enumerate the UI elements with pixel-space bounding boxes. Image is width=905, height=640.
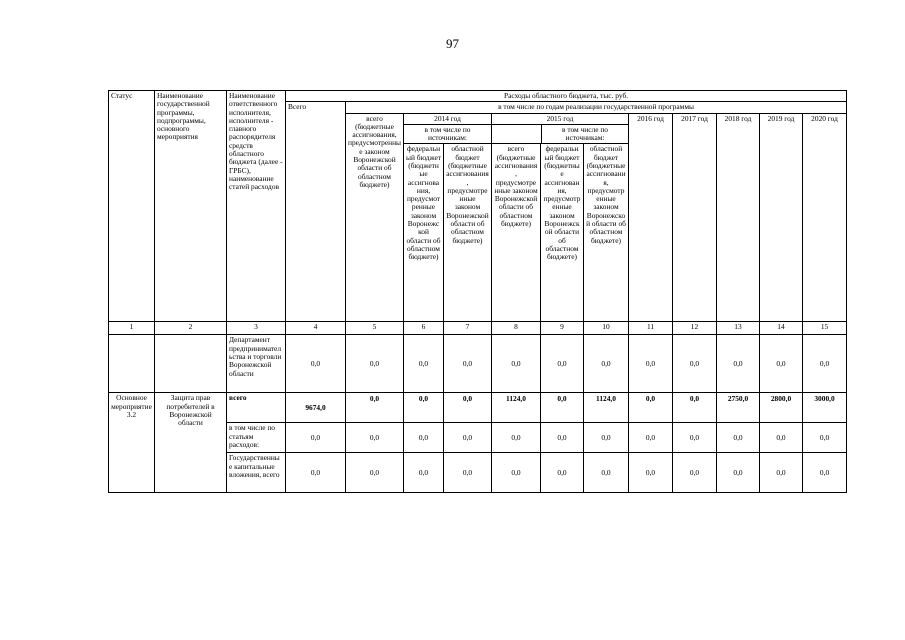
header-status: Статус bbox=[109, 91, 155, 322]
header-regional-2014: областной бюджет (бюджетные ассигнования, предусмотренные законом Воронежской области об областном бюджете) bbox=[444, 144, 492, 322]
value-cell: 0,0 bbox=[673, 423, 717, 453]
row-executor: Департамент предпринимательства и торговли Воронежской области bbox=[227, 335, 286, 393]
column-number: 5 bbox=[346, 322, 404, 335]
header-federal-2015: федеральный бюджет (бюджетные ассигнования, предусмотренные законом Воронежской области об областном бюджете) bbox=[541, 144, 584, 322]
row-status: Основное мероприятие 3.2 bbox=[109, 393, 155, 493]
header-executor: Наименование ответственного исполнителя, исполнителя - главного распорядителя средств областного бюджета (далее - ГРБС), наименование статей расходов bbox=[227, 91, 286, 322]
value-cell: 0,0 bbox=[803, 453, 847, 493]
column-number: 12 bbox=[673, 322, 717, 335]
value-cell: 0,0 bbox=[404, 453, 444, 493]
header-year-2016: 2016 год bbox=[629, 113, 673, 322]
value-cell: 1124,0 bbox=[584, 393, 629, 423]
column-number: 1 bbox=[109, 322, 155, 335]
value-cell: 0,0 bbox=[717, 423, 760, 453]
header-by-years: в том числе по годам реализации государственной программы bbox=[346, 102, 847, 113]
value-cell: 0,0 bbox=[346, 453, 404, 493]
column-number: 11 bbox=[629, 322, 673, 335]
value-cell: 0,0 bbox=[629, 335, 673, 393]
column-number: 6 bbox=[404, 322, 444, 335]
value-cell: 0,0 bbox=[673, 393, 717, 423]
value-cell: 0,0 bbox=[629, 453, 673, 493]
empty-cell bbox=[155, 335, 227, 393]
value-cell: 0,0 bbox=[346, 423, 404, 453]
value-cell: 0,0 bbox=[803, 423, 847, 453]
value-cell: 2800,0 bbox=[760, 393, 803, 423]
value-cell: 0,0 bbox=[444, 335, 492, 393]
table-row bbox=[109, 393, 847, 423]
value-cell: 0,0 bbox=[346, 393, 404, 423]
header-total-2015: всего (бюджетные ассигнования, предусмотренные законом Воронежской области об областном бюджете) bbox=[492, 144, 541, 322]
column-number: 7 bbox=[444, 322, 492, 335]
value-cell: 0,0 bbox=[444, 423, 492, 453]
value-cell: 0,0 bbox=[444, 393, 492, 423]
value-cell: 2750,0 bbox=[717, 393, 760, 423]
column-number: 4 bbox=[286, 322, 346, 335]
column-number: 9 bbox=[541, 322, 584, 335]
value-cell: 0,0 bbox=[492, 335, 541, 393]
value-cell: 0,0 bbox=[541, 423, 584, 453]
value-cell: 0,0 bbox=[629, 393, 673, 423]
row-executor: всего bbox=[227, 393, 286, 423]
value-cell: 0,0 bbox=[673, 453, 717, 493]
value-cell: 9674,0 bbox=[286, 393, 346, 423]
header-year-2019: 2019 год bbox=[760, 113, 803, 322]
value-cell: 0,0 bbox=[760, 453, 803, 493]
header-year-2015-cell bbox=[492, 113, 629, 144]
column-number: 10 bbox=[584, 322, 629, 335]
value-cell: 0,0 bbox=[492, 423, 541, 453]
empty-cell bbox=[109, 335, 155, 393]
header-regional-2015: областной бюджет (бюджетные ассигнования, предусмотренные законом Воронежской области об областном бюджете) bbox=[584, 144, 629, 322]
value-cell: 0,0 bbox=[404, 393, 444, 423]
column-number: 2 bbox=[155, 322, 227, 335]
value-cell: 0,0 bbox=[404, 423, 444, 453]
value-cell: 0,0 bbox=[760, 423, 803, 453]
value-cell: 0,0 bbox=[286, 335, 346, 393]
value-cell: 0,0 bbox=[286, 423, 346, 453]
column-number: 15 bbox=[803, 322, 847, 335]
value-cell: 0,0 bbox=[286, 453, 346, 493]
value-cell: 0,0 bbox=[404, 335, 444, 393]
value-cell: 0,0 bbox=[541, 393, 584, 423]
value-cell: 0,0 bbox=[492, 453, 541, 493]
value-cell: 0,0 bbox=[803, 335, 847, 393]
value-cell: 0,0 bbox=[584, 335, 629, 393]
header-year-2014-cell bbox=[404, 113, 492, 144]
header-program-name: Наименование государственной программы, подпрограммы, основного мероприятия bbox=[155, 91, 227, 322]
header-federal-2014: федеральный бюджет (бюджетные ассигнования, предусмотренные законом Воронежской области об областном бюджете) bbox=[404, 144, 444, 322]
value-cell: 0,0 bbox=[584, 423, 629, 453]
value-cell: 0,0 bbox=[717, 453, 760, 493]
header-sources-2015: в том числе по источникам: bbox=[562, 124, 608, 143]
column-number: 3 bbox=[227, 322, 286, 335]
column-number: 13 bbox=[717, 322, 760, 335]
value-cell: 0,0 bbox=[541, 453, 584, 493]
value-cell: 0,0 bbox=[629, 423, 673, 453]
header-year-2015: 2015 год bbox=[492, 114, 628, 125]
header-year-2017: 2017 год bbox=[673, 113, 717, 322]
row-executor: Государственные капитальные вложения, всего bbox=[227, 453, 286, 493]
value-cell: 0,0 bbox=[444, 453, 492, 493]
row-executor: в том числе по статьям расходов: bbox=[227, 423, 286, 453]
header-year-2018: 2018 год bbox=[717, 113, 760, 322]
header-total: Всего bbox=[286, 102, 346, 322]
column-number: 8 bbox=[492, 322, 541, 335]
row-program-name: Защита прав потребителей в Воронежской области bbox=[155, 393, 227, 493]
value-cell: 0,0 bbox=[717, 335, 760, 393]
table-row bbox=[109, 335, 847, 393]
header-expenses-title: Расходы областного бюджета, тыс. руб. bbox=[286, 91, 847, 102]
value-cell: 0,0 bbox=[346, 335, 404, 393]
value-cell: 0,0 bbox=[541, 335, 584, 393]
column-number-row bbox=[109, 322, 847, 335]
value-cell: 0,0 bbox=[584, 453, 629, 493]
column-number: 14 bbox=[760, 322, 803, 335]
page-number: 97 bbox=[446, 36, 459, 51]
header-sources-2014: в том числе по источникам: bbox=[424, 124, 471, 143]
header-year-2014: 2014 год bbox=[404, 114, 491, 125]
value-cell: 0,0 bbox=[760, 335, 803, 393]
budget-table bbox=[108, 90, 847, 493]
value-cell: 0,0 bbox=[673, 335, 717, 393]
value-cell: 1124,0 bbox=[492, 393, 541, 423]
header-2015-spacer bbox=[492, 125, 542, 144]
header-total-2014: всего (бюджетные ассигнования, предусмотренные законом Воронежской области об областном бюджете) bbox=[346, 113, 404, 322]
header-year-2020: 2020 год bbox=[803, 113, 847, 322]
value-cell: 3000,0 bbox=[803, 393, 847, 423]
